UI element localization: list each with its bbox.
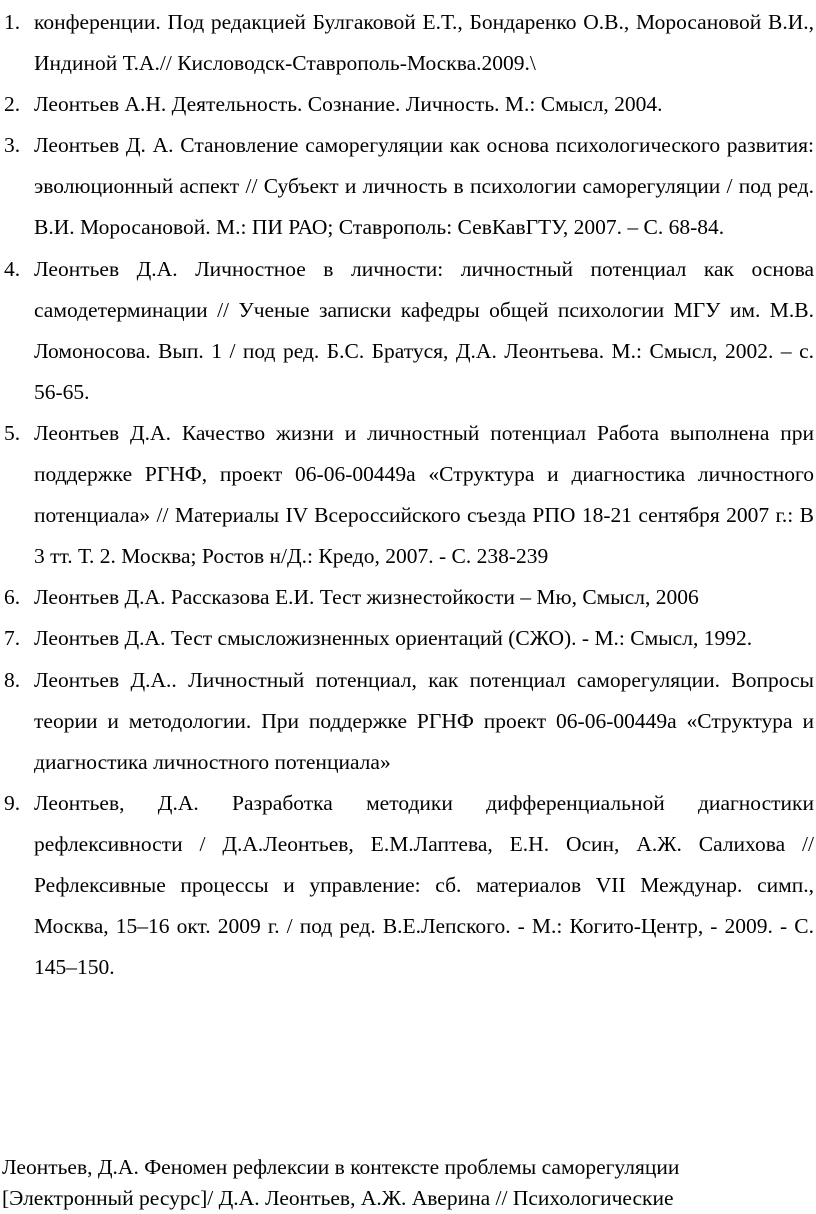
- reference-text: Леонтьев Д.А. Тест смысложизненных ориентаций (СЖО). - М.: Смысл, 1992.: [34, 626, 753, 651]
- reference-item-9: [0, 783, 814, 988]
- reference-text: Леонтьев Д. А. Становление саморегуляции как основа психологического развития: эволюционный аспект // Субъект и личность в психологии саморегуляции / под ред. В.И. Моросановой. М.: ПИ РАО; Ставрополь: СевКавГТУ, 2007. – С. 68-84.: [34, 133, 814, 240]
- reference-number: 3.: [4, 133, 21, 158]
- reference-item-4: [0, 249, 814, 413]
- reference-text: Леонтьев Д.А. Рассказова Е.И. Тест жизнестойкости – Мю, Смысл, 2006: [34, 585, 699, 610]
- reference-text: Леонтьев А.Н. Деятельность. Сознание. Личность. М.: Смысл, 2004.: [34, 92, 663, 117]
- reference-item-6: [0, 577, 814, 618]
- reference-number: 4.: [4, 256, 21, 281]
- reference-number: 2.: [4, 92, 21, 117]
- reference-list: [0, 2, 814, 988]
- reference-number: 1.: [4, 10, 21, 34]
- reference-text: Леонтьев Д.А.. Личностный потенциал, как потенциал саморегуляции. Вопросы теории и методологии. При поддержке РГНФ проект 06-06-00449а «Структура и диагностика личностного потенциала»: [34, 667, 814, 774]
- reference-item-1: [0, 2, 814, 84]
- reference-number: 5.: [4, 420, 21, 445]
- reference-number: 9.: [4, 790, 21, 815]
- reference-text: Леонтьев Д.А. Качество жизни и личностный потенциал Работа выполнена при поддержке РГНФ, проект 06-06-00449а «Структура и диагностика личностного потенциала» // Материалы IV Всероссийского съезда РПО 18-21 сентября 2007 г.: В 3 тт. Т. 2. Москва; Ростов н/Д.: Кредо, 2007. - С. 238-239: [34, 420, 814, 569]
- reference-number: 7.: [4, 626, 21, 651]
- reference-number: 6.: [4, 585, 21, 610]
- reference-text: конференции. Под редакцией Булгаковой Е.Т., Бондаренко О.В., Моросановой В.И., Индиной Т.А.// Кисловодск-Ставрополь-Москва.2009.\: [34, 10, 814, 76]
- trailing-reference-paragraph: Леонтьев, Д.А. Феномен рефлексии в контексте проблемы саморегуляции [Электронный ресурс]/ Д.А. Леонтьев, А.Ж. Аверина // Психологические: [2, 1154, 680, 1210]
- reference-text: Леонтьев Д.А. Личностное в личности: личностный потенциал как основа самодетерминации // Ученые записки кафедры общей психологии МГУ им. М.В. Ломоносова. Вып. 1 / под ред. Б.С. Братуся, Д.А. Леонтьева. М.: Смысл, 2002. – с. 56-65.: [34, 256, 814, 404]
- reference-text: Леонтьев, Д.А. Разработка методики дифференциальной диагностики рефлексивности / Д.А.Леонтьев, Е.М.Лаптева, Е.Н. Осин, А.Ж. Салихова // Рефлексивные процессы и управление: сб. материалов VII Междунар. симп., Москва, 15–16 окт. 2009 г. / под ред. В.Е.Лепского. - М.: Когито-Центр, - 2009. - С. 145–150.: [34, 790, 814, 980]
- reference-item-8: [0, 660, 814, 783]
- reference-item-3: [0, 125, 814, 248]
- reference-item-2: [0, 84, 814, 125]
- reference-number: 8.: [4, 667, 21, 692]
- reference-item-7: [0, 618, 814, 659]
- reference-item-5: [0, 413, 814, 577]
